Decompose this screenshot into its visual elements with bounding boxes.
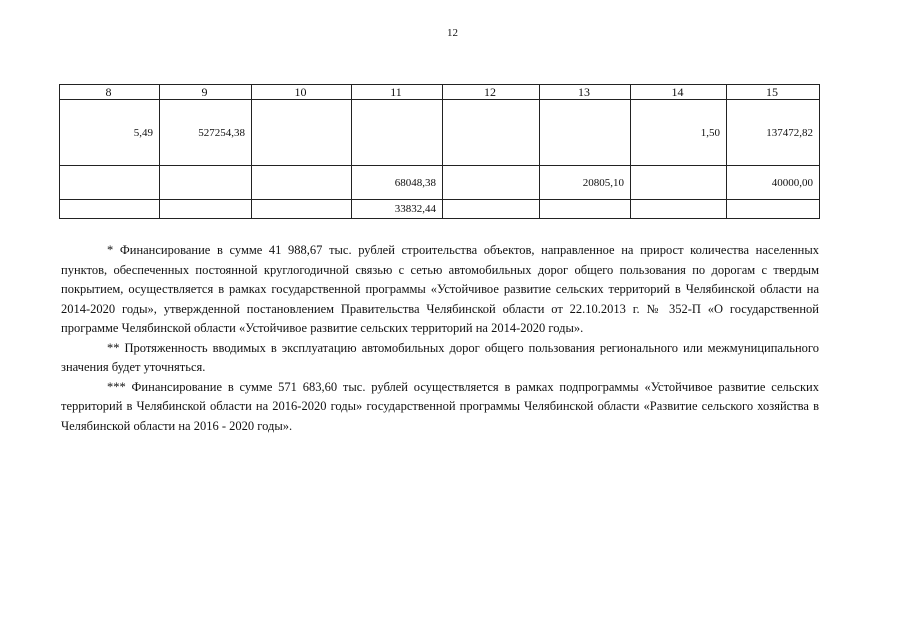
table-cell xyxy=(160,166,252,200)
table-cell xyxy=(727,200,820,219)
column-header: 13 xyxy=(540,85,631,100)
column-header: 14 xyxy=(631,85,727,100)
table-cell xyxy=(352,100,443,166)
footnote-3: *** Финансирование в сумме 571 683,60 тыс. рублей осуществляется в рамках подпрограммы «Устойчивое развитие сельских территорий в Челябинской области на 2016-2020 годы» государственной программы Челябинской области «Развитие сельского хозяйства в Челябинской области на 2016 - 2020 годы». xyxy=(61,379,819,433)
table-cell: 1,50 xyxy=(631,100,727,166)
column-header: 8 xyxy=(60,85,160,100)
table-row xyxy=(60,200,820,219)
footnotes xyxy=(61,241,819,436)
table-cell xyxy=(540,200,631,219)
table-cell xyxy=(443,200,540,219)
table-cell xyxy=(631,200,727,219)
table-cell xyxy=(252,200,352,219)
column-header: 11 xyxy=(352,85,443,100)
table-cell xyxy=(443,166,540,200)
table-cell: 137472,82 xyxy=(727,100,820,166)
data-table xyxy=(59,84,820,219)
footnote-2: ** Протяженность вводимых в эксплуатацию автомобильных дорог общего пользования регионального или межмуниципального значения будет уточняться. xyxy=(61,340,819,374)
table-cell: 68048,38 xyxy=(352,166,443,200)
table-cell: 40000,00 xyxy=(727,166,820,200)
table-cell xyxy=(443,100,540,166)
table-header-row xyxy=(60,85,820,100)
table-cell xyxy=(252,100,352,166)
table-row xyxy=(60,100,820,166)
footnote-1: * Финансирование в сумме 41 988,67 тыс. рублей строительства объектов, направленное на прирост количества населенных пунктов, обеспеченных постоянной круглогодичной связью с сетью автомобильных дорог общего пользования по дорогам с твердым покрытием, осуществляется в рамках государственной программы «Устойчивое развитие сельских территорий в Челябинской области на 2014-2020 годы», утвержденной постановлением Правительства Челябинской области от 22.10.2013 г. № 352-П «О государственной программе Челябинской области «Устойчивое развитие сельских территорий на 2014-2020 годы». xyxy=(61,243,819,335)
table-row xyxy=(60,166,820,200)
column-header: 12 xyxy=(443,85,540,100)
table-cell: 527254,38 xyxy=(160,100,252,166)
table-cell: 33832,44 xyxy=(352,200,443,219)
page-number: 12 xyxy=(447,27,458,39)
table-cell xyxy=(60,166,160,200)
table-cell xyxy=(60,200,160,219)
table-cell xyxy=(540,100,631,166)
table-cell xyxy=(252,166,352,200)
column-header: 9 xyxy=(160,85,252,100)
table-cell: 5,49 xyxy=(60,100,160,166)
table-cell: 20805,10 xyxy=(540,166,631,200)
table-cell xyxy=(160,200,252,219)
table-cell xyxy=(631,166,727,200)
column-header: 15 xyxy=(727,85,820,100)
column-header: 10 xyxy=(252,85,352,100)
